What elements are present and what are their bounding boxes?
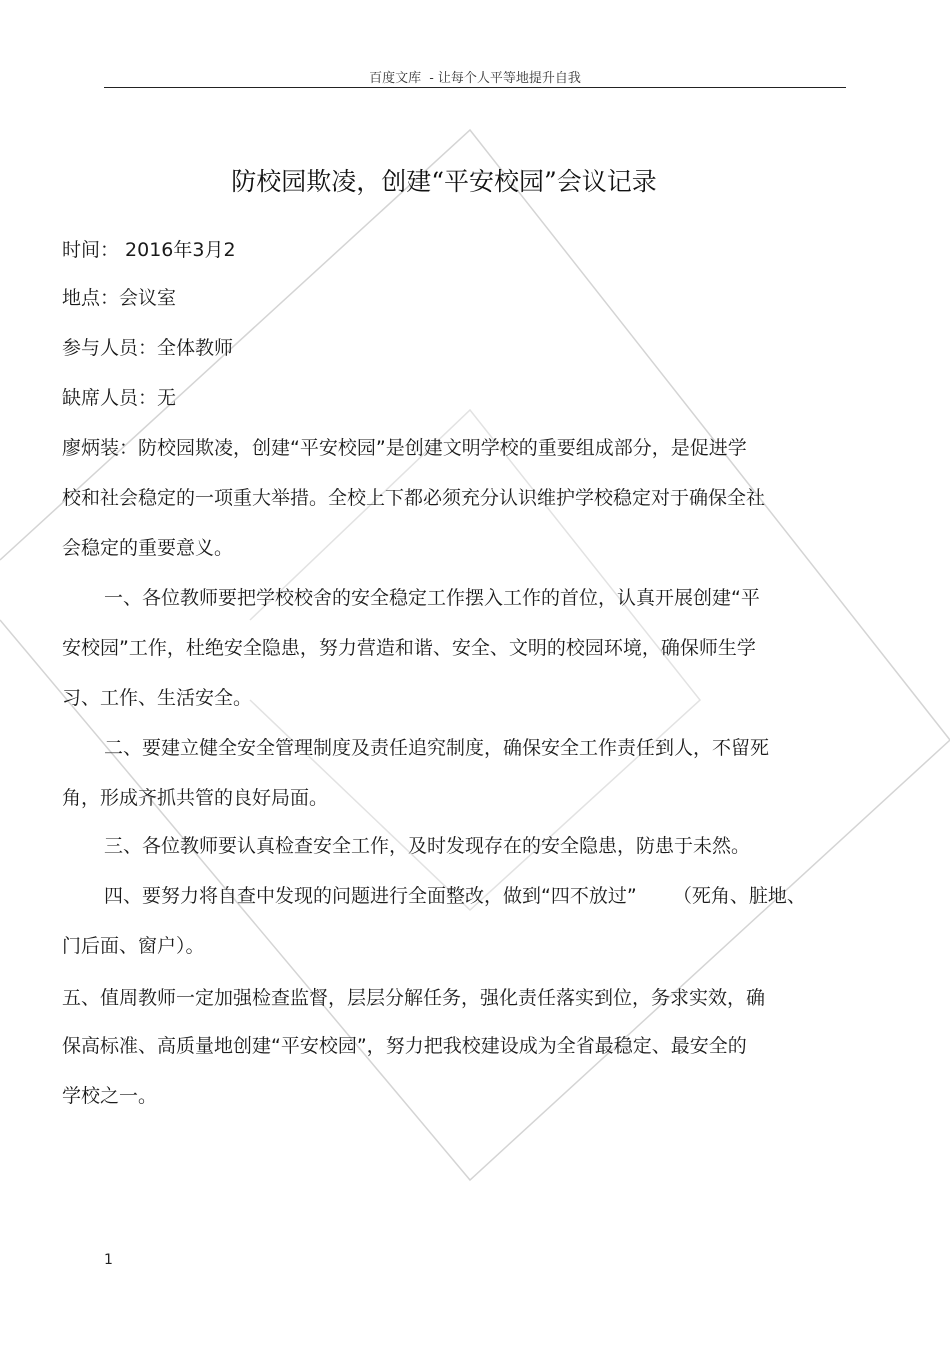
intro-line: 校和社会稳定的一项重大举措。全校上下都必须充分认识维护学校稳定对于确保全社 [62, 487, 766, 509]
item5-line: 保高标准、高质量地创建“平安校园”，努力把我校建设成为全省最稳定、最安全的 [62, 1035, 747, 1057]
meta-participants: 参与人员：全体教师 [62, 337, 234, 359]
item1-line: 习、工作、生活安全。 [62, 687, 253, 709]
meta-place: 地点：会议室 [62, 287, 177, 309]
document-title: 防校园欺凌，创建“平安校园”会议记录 [231, 167, 657, 196]
item2-line: 二、要建立健全安全管理制度及责任追究制度，确保安全工作责任到人，不留死 [104, 737, 770, 759]
meta-time: 时间： 2016年3月2 [62, 239, 236, 261]
item5-line: 五、值周教师一定加强检查监督，层层分解任务，强化责任落实到位，务求实效，确 [62, 987, 766, 1009]
item3-line: 三、各位教师要认真检查安全工作，及时发现存在的安全隐患，防患于未然。 [104, 835, 751, 857]
item4-line: 门后面、窗户）。 [62, 935, 205, 957]
meta-absent: 缺席人员：无 [62, 387, 177, 409]
page-number: 1 [104, 1252, 113, 1268]
item1-line: 一、各位教师要把学校校舍的安全稳定工作摆入工作的首位，认真开展创建“平 [104, 587, 760, 609]
item5-line: 学校之一。 [62, 1085, 158, 1107]
item1-line: 安校园”工作，杜绝安全隐患，努力营造和谐、安全、文明的校园环境，确保师生学 [62, 637, 756, 659]
intro-line: 会稳定的重要意义。 [62, 537, 234, 559]
intro-line: 廖炳装：防校园欺凌，创建“平安校园”是创建文明学校的重要组成部分，是促进学 [62, 437, 747, 459]
item2-line: 角，形成齐抓共管的良好局面。 [62, 787, 329, 809]
header-divider [104, 87, 846, 88]
item4-line: 四、要努力将自查中发现的问题进行全面整改，做到“四不放过” （死角、脏地、 [104, 885, 806, 907]
header-site-name: 百度文库 - 让每个人平等地提升自我 [369, 71, 581, 86]
